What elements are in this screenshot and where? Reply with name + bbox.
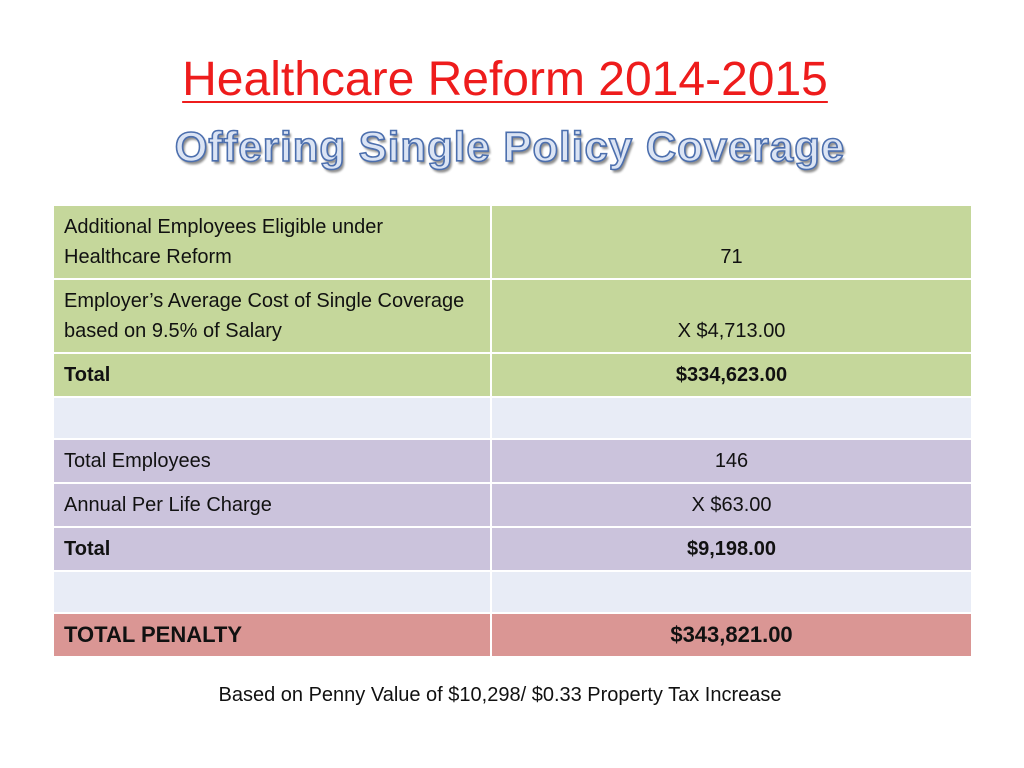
row-label [53,571,491,613]
table-row [53,483,972,527]
row-value: 146 [491,439,972,483]
row-value: 71 [491,205,972,279]
table-row-total [53,527,972,571]
table-row [53,279,972,353]
row-value: X $4,713.00 [491,279,972,353]
table-row-total-penalty [53,613,972,657]
slide-title [0,52,1010,108]
table-row-spacer [53,397,972,439]
row-label: TOTAL PENALTY [53,613,491,657]
row-label: Additional Employees Eligible under Healthcare Reform [53,205,491,279]
row-label [53,397,491,439]
row-label: Total [53,353,491,397]
table-row [53,205,972,279]
slide-title-text: Healthcare Reform 2014-2015 [182,53,828,106]
row-value [491,397,972,439]
row-value: $9,198.00 [491,527,972,571]
penalty-table [52,204,973,658]
row-label: Employer’s Average Cost of Single Coverage based on 9.5% of Salary [53,279,491,353]
table-row-spacer [53,571,972,613]
footer-note: Based on Penny Value of $10,298/ $0.33 Property Tax Increase [218,684,782,706]
table-row-total [53,353,972,397]
row-value [491,571,972,613]
row-label: Total Employees [53,439,491,483]
row-label: Annual Per Life Charge [53,483,491,527]
row-label: Total [53,527,491,571]
row-value: $343,821.00 [491,613,972,657]
slide-subtitle: Offering Single Policy Coverage [174,123,846,170]
table-row [53,439,972,483]
row-value: $334,623.00 [491,353,972,397]
row-value: X $63.00 [491,483,972,527]
